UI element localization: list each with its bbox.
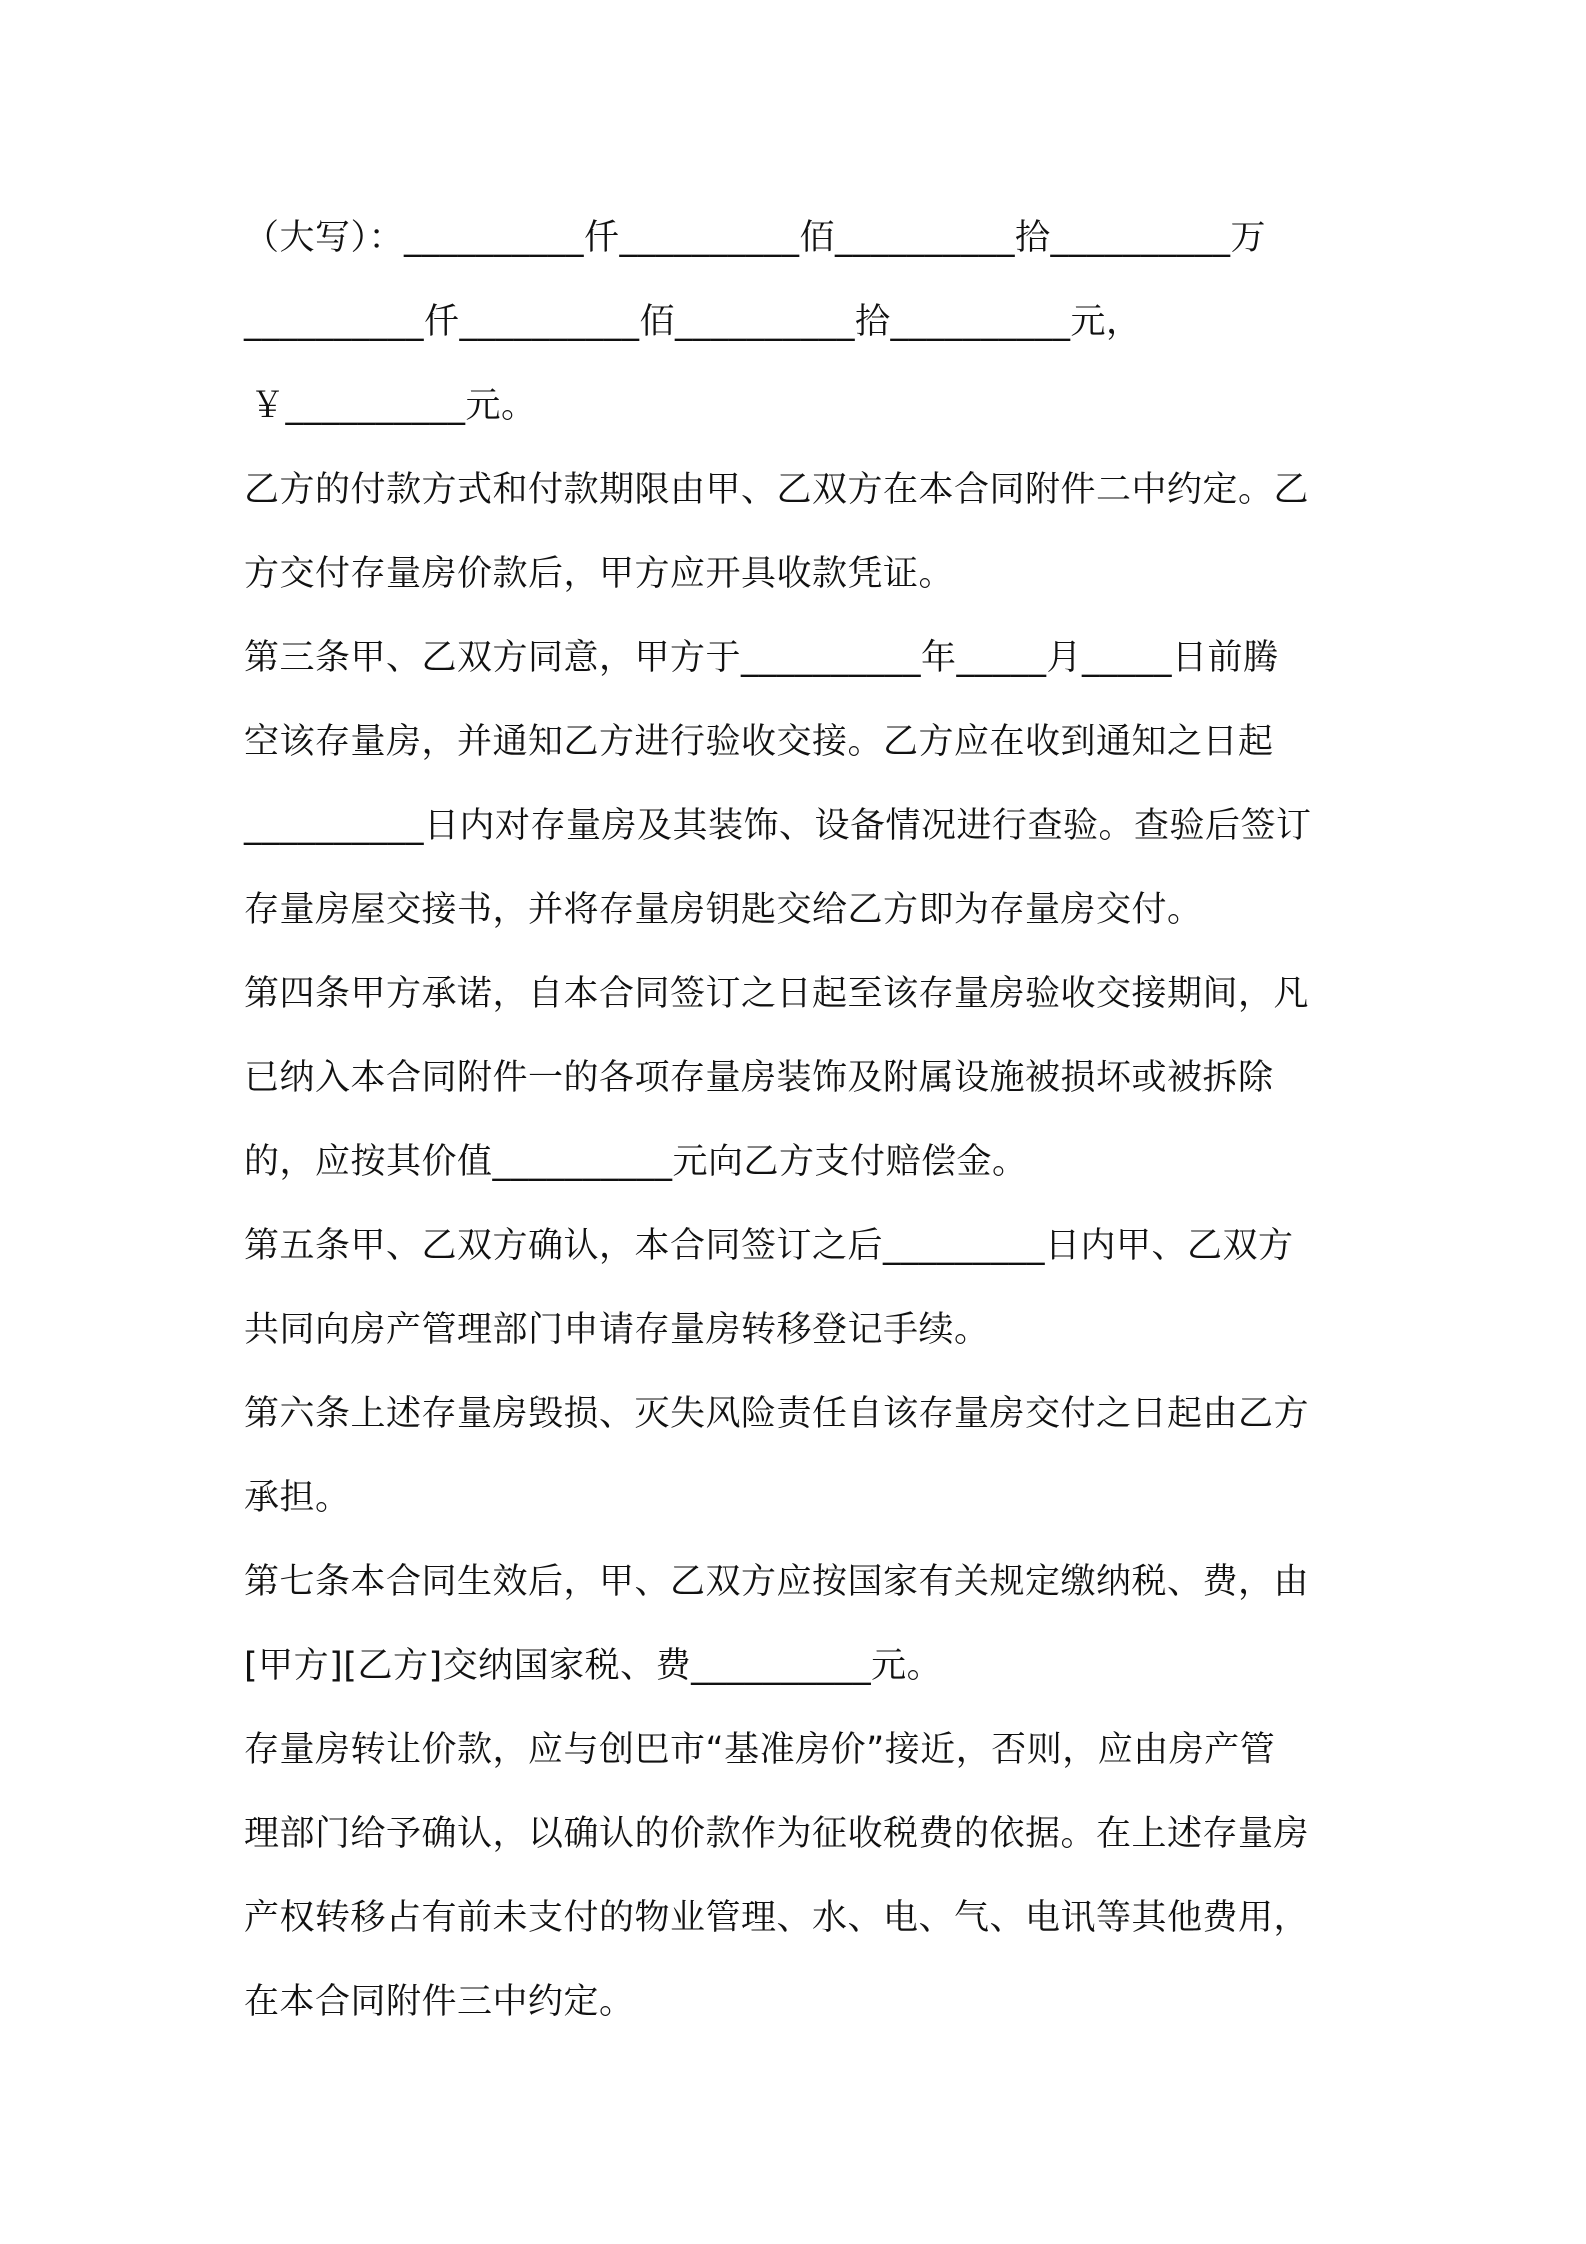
article-4-line-1: 第四条甲方承诺，自本合同签订之日起至该存量房验收交接期间，凡 [244, 974, 1310, 1014]
transfer-price-line-4: 在本合同附件三中约定。 [244, 1982, 635, 2022]
article-6-line-2: 承担。 [244, 1478, 351, 1518]
transfer-price-line-1: 存量房转让价款，应与创巴市“基准房价”接近，否则，应由房产管 [244, 1730, 1276, 1770]
article-5-line-2: 共同向房产管理部门申请存量房转移登记手续。 [244, 1310, 990, 1350]
article-4-line-3: 的，应按其价值__________元向乙方支付赔偿金。 [244, 1142, 1028, 1182]
article-3-line-1: 第三条甲、乙双方同意，甲方于__________年_____月_____日前腾 [244, 638, 1279, 678]
transfer-price-line-3: 产权转移占有前未支付的物业管理、水、电、气、电讯等其他费用， [244, 1898, 1310, 1938]
article-4-line-2: 已纳入本合同附件一的各项存量房装饰及附属设施被损坏或被拆除 [244, 1058, 1274, 1098]
article-5-line-1: 第五条甲、乙双方确认，本合同签订之后_________日内甲、乙双方 [244, 1226, 1294, 1266]
payment-terms-line-2: 方交付存量房价款后，甲方应开具收款凭证。 [244, 554, 955, 594]
amount-in-figures-line: ￥__________元。 [250, 386, 537, 426]
article-7-line-1: 第七条本合同生效后，甲、乙双方应按国家有关规定缴纳税、费，由 [244, 1562, 1310, 1602]
payment-terms-line-1: 乙方的付款方式和付款期限由甲、乙双方在本合同附件二中约定。乙 [244, 470, 1310, 510]
amount-in-words-line-1: （大写）：__________仟__________佰__________拾__________万 [244, 218, 1267, 258]
article-3-line-2: 空该存量房，并通知乙方进行验收交接。乙方应在收到通知之日起 [244, 722, 1274, 762]
article-7-line-2: [甲方][乙方]交纳国家税、费__________元。 [244, 1646, 943, 1686]
amount-in-words-line-2: __________仟__________佰__________拾__________元， [244, 302, 1142, 342]
document-page [244, 196, 1354, 2044]
transfer-price-line-2: 理部门给予确认，以确认的价款作为征收税费的依据。在上述存量房 [244, 1814, 1310, 1854]
article-3-line-3: __________日内对存量房及其装饰、设备情况进行查验。查验后签订 [244, 806, 1312, 846]
article-6-line-1: 第六条上述存量房毁损、灭失风险责任自该存量房交付之日起由乙方 [244, 1394, 1310, 1434]
article-3-line-4: 存量房屋交接书，并将存量房钥匙交给乙方即为存量房交付。 [244, 890, 1203, 930]
